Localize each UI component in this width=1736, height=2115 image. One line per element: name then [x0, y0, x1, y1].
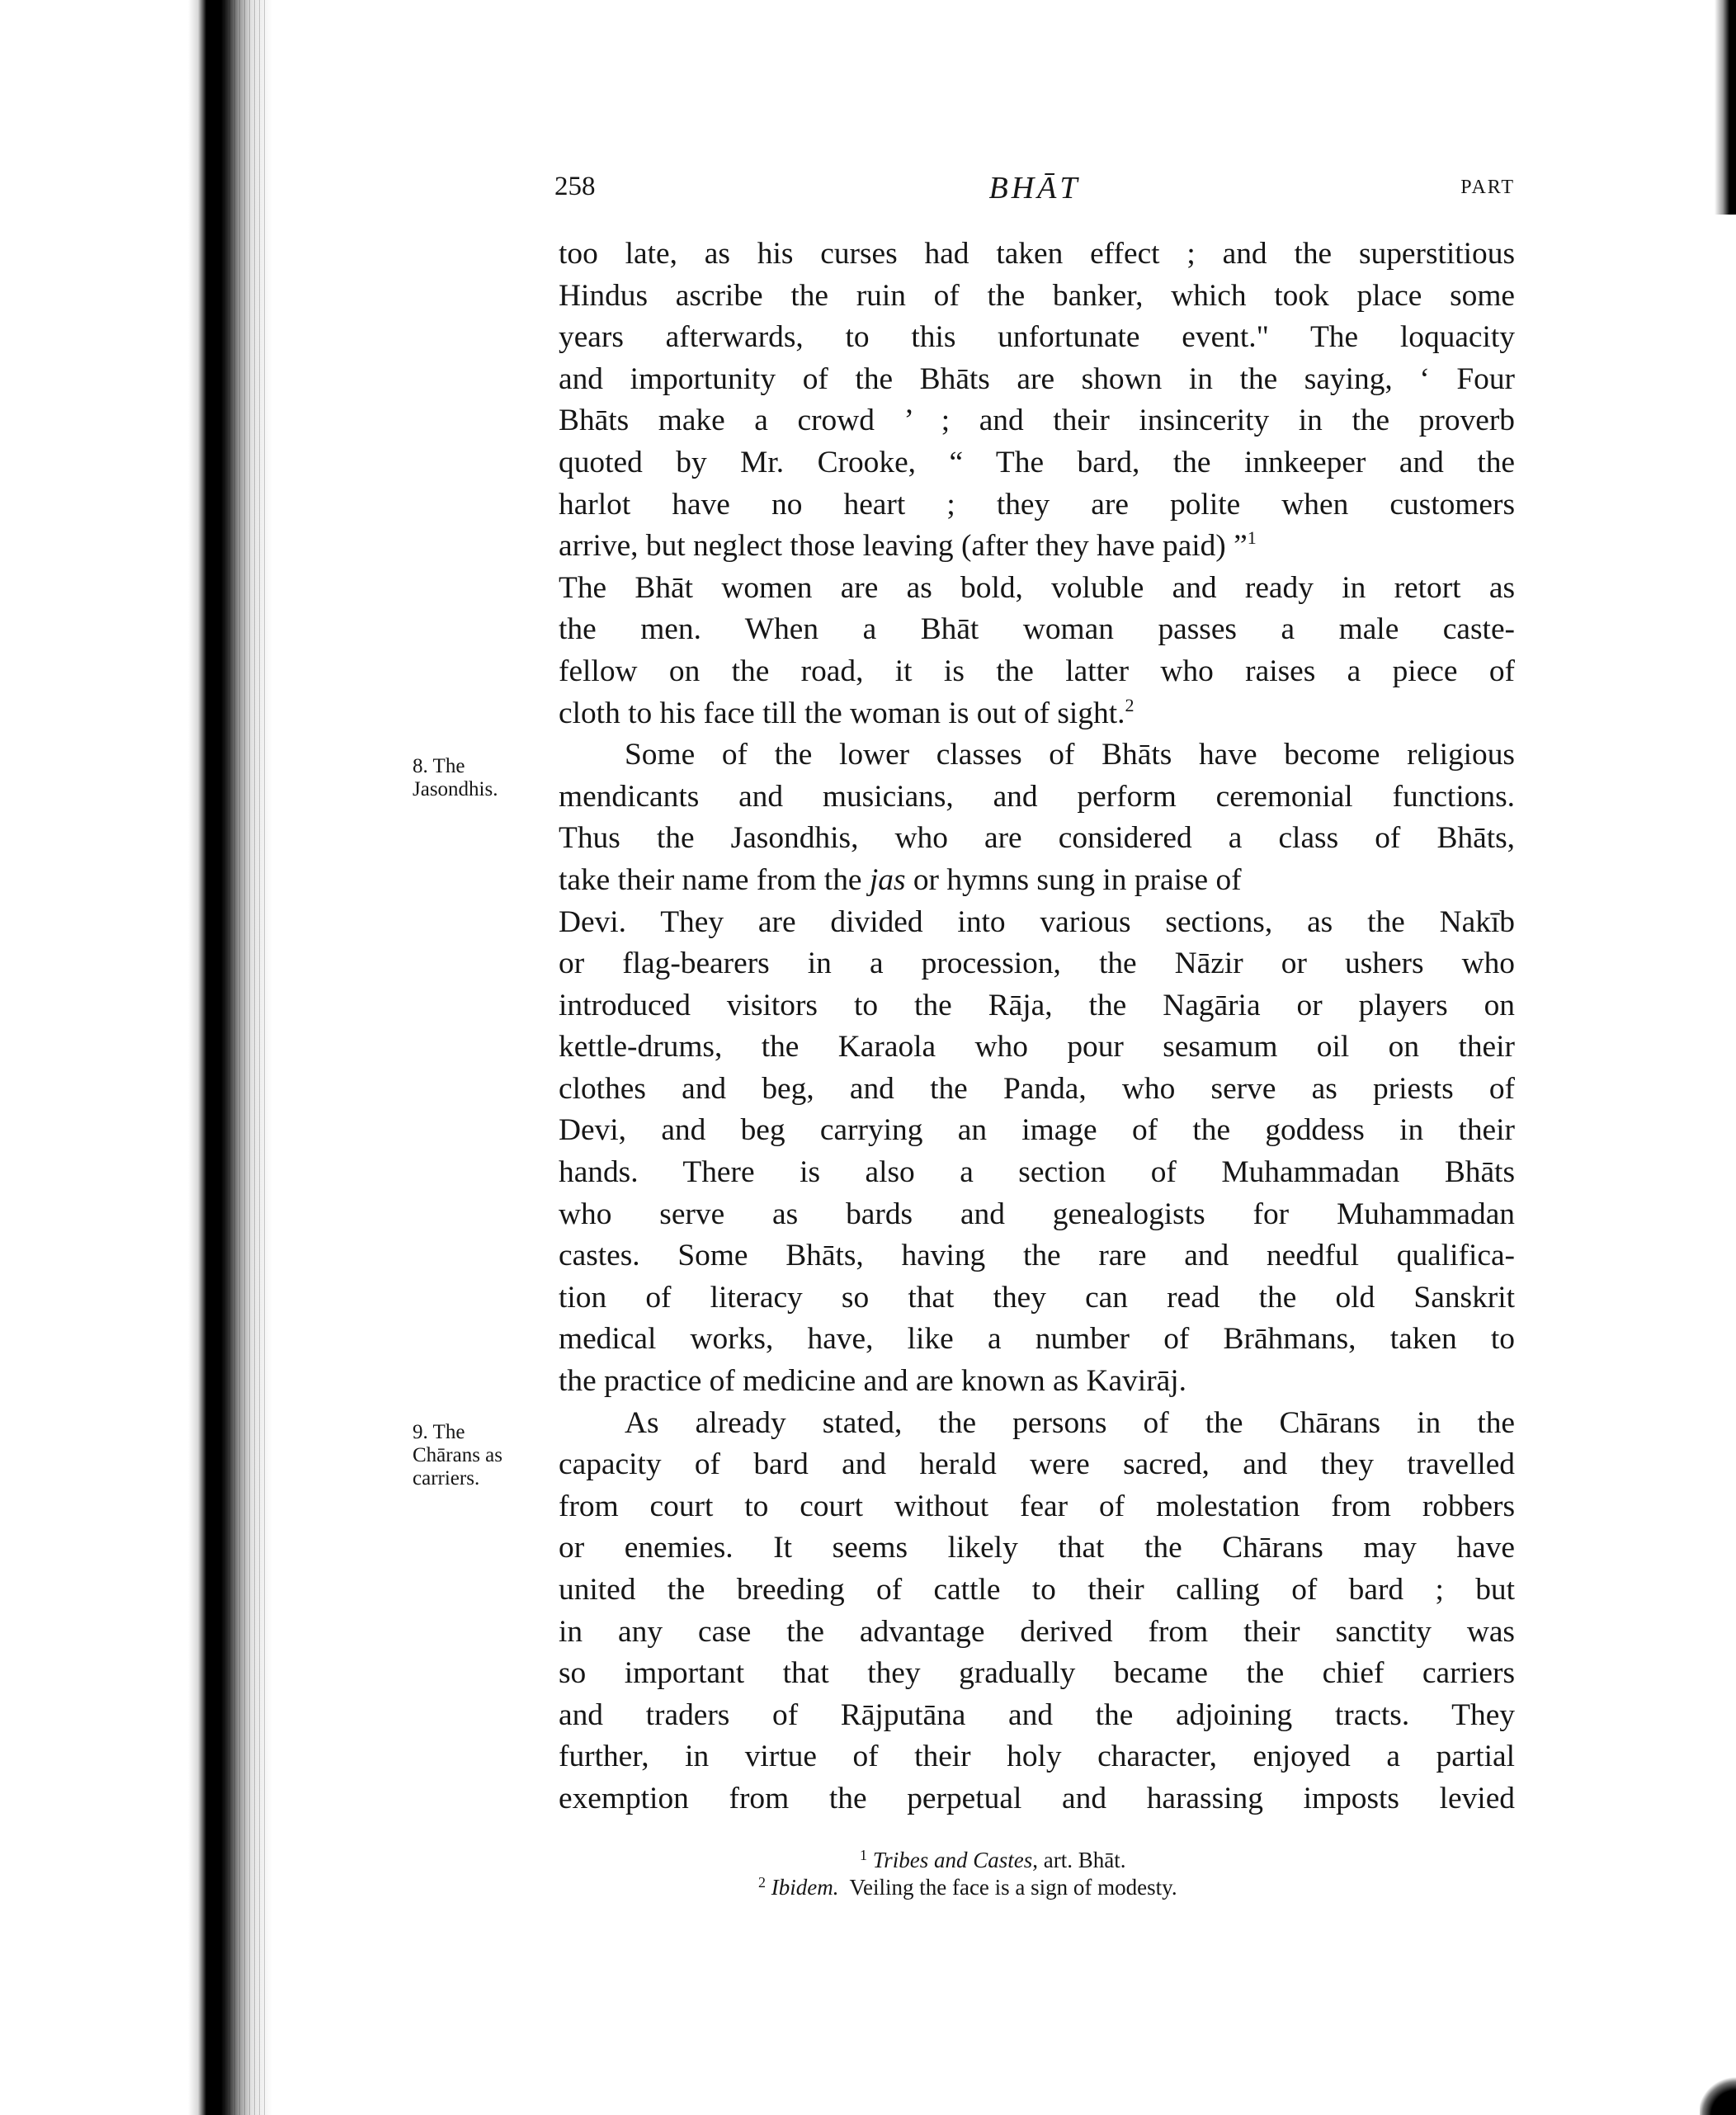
- text-line: who serve as bards and genealogists for Muhammadan: [559, 1197, 1515, 1231]
- text-line: quoted by Mr. Crooke, “ The bard, the innkeeper and the: [559, 445, 1515, 479]
- text-line: mendicants and musicians, and perform ceremonial functions.: [559, 779, 1515, 814]
- text-line: capacity of bard and herald were sacred, and they travelled: [559, 1447, 1515, 1482]
- text-line: too late, as his curses had taken effect ; and the superstitious: [559, 237, 1515, 271]
- line-text: take their name from the: [559, 862, 870, 897]
- text-line: castes. Some Bhāts, having the rare and needful qualifica-: [559, 1239, 1515, 1273]
- footnote-2: [559, 1874, 1515, 1901]
- part-label: PART: [1460, 177, 1515, 198]
- side-note-title: Chārans as: [413, 1444, 502, 1466]
- footnote-text: , art. Bhāt.: [1032, 1848, 1126, 1872]
- text-line: As already stated, the persons of the Chārans in the: [625, 1405, 1515, 1440]
- footnote-ref: 2: [1125, 694, 1135, 715]
- text-line: or flag-bearers in a procession, the Nāzir or ushers who: [559, 947, 1515, 981]
- text-line: medical works, have, like a number of Brāhmans, taken to: [559, 1322, 1515, 1357]
- side-note-number: 9. The: [413, 1421, 465, 1443]
- footnote-1: [559, 1847, 1515, 1874]
- page-header: [554, 170, 1515, 220]
- line-text: or hymns sung in praise of: [905, 862, 1242, 897]
- text-line: tion of literacy so that they can read the old Sanskrit: [559, 1280, 1515, 1315]
- body-text: [559, 234, 1515, 1820]
- text-line: and traders of Rājputāna and the adjoining tracts. They: [559, 1697, 1515, 1732]
- page-corner-shadow: [1700, 2057, 1736, 2115]
- text-line: years afterwards, to this unfortunate event." The loquacity: [559, 320, 1515, 355]
- text-line: The Bhāt women are as bold, voluble and ready in retort as: [559, 570, 1515, 605]
- text-line: united the breeding of cattle to their calling of bard ; but: [559, 1573, 1515, 1607]
- text-line: Bhāts make a crowd ’ ; and their insincerity in the proverb: [559, 404, 1515, 438]
- text-line: [559, 693, 1515, 735]
- line-text: arrive, but neglect those leaving (after they have paid) ”: [559, 529, 1248, 564]
- text-line: the practice of medicine and are known as Kavirāj.: [559, 1364, 1186, 1399]
- text-line: and importunity of the Bhāts are shown in the saying, ‘ Four: [559, 361, 1515, 396]
- text-line: Hindus ascribe the ruin of the banker, which took place some: [559, 278, 1515, 313]
- footnote-text: Veiling the face is a sign of modesty.: [838, 1875, 1177, 1900]
- footnotes: [559, 1847, 1515, 1901]
- side-note-jasondhis: [413, 755, 549, 801]
- footnote-source: Tribes and Castes: [872, 1848, 1033, 1872]
- page-edge-shadow: [1715, 0, 1736, 215]
- footnote-ref: 1: [1247, 527, 1257, 549]
- line-text: cloth to his face till the woman is out of sight.: [559, 696, 1125, 730]
- italic-term: jas: [869, 862, 906, 897]
- text-line: hands. There is also a section of Muhammadan Bhāts: [559, 1155, 1515, 1190]
- side-note-title: Jasondhis.: [413, 778, 498, 800]
- text-line: Devi, and beg carrying an image of the goddess in their: [559, 1113, 1515, 1148]
- text-line: clothes and beg, and the Panda, who serve as priests of: [559, 1071, 1515, 1106]
- text-line: in any case the advantage derived from their sanctity was: [559, 1614, 1515, 1649]
- footnote-marker: 1: [860, 1847, 867, 1863]
- text-line: so important that they gradually became the chief carriers: [559, 1656, 1515, 1691]
- text-line: Some of the lower classes of Bhāts have become religious: [625, 738, 1515, 772]
- footnote-source: Ibidem.: [771, 1875, 839, 1900]
- text-line: harlot have no heart ; they are polite when customers: [559, 487, 1515, 522]
- text-line: kettle-drums, the Karaola who pour sesamum oil on their: [559, 1030, 1515, 1065]
- text-line: further, in virtue of their holy character, enjoyed a partial: [559, 1740, 1515, 1774]
- text-line: fellow on the road, it is the latter who raises a piece of: [559, 654, 1515, 688]
- binding-texture: [224, 0, 267, 2115]
- text-line: from court to court without fear of molestation from robbers: [559, 1489, 1515, 1523]
- side-note-number: 8. The: [413, 755, 465, 777]
- text-line: Thus the Jasondhis, who are considered a class of Bhāts,: [559, 821, 1515, 856]
- text-line: [559, 526, 1515, 568]
- footnote-marker: 2: [758, 1874, 766, 1891]
- side-note-title: carriers.: [413, 1467, 480, 1489]
- page-number: 258: [554, 172, 596, 201]
- text-line: or enemies. It seems likely that the Chārans may have: [559, 1531, 1515, 1565]
- text-line: exemption from the perpetual and harassing imposts levied: [559, 1781, 1515, 1815]
- running-title: BHĀT: [988, 171, 1081, 205]
- text-line: the men. When a Bhāt woman passes a male caste-: [559, 612, 1515, 647]
- side-note-charans: [413, 1421, 549, 1490]
- text-line: [559, 860, 1515, 902]
- text-line: Devi. They are divided into various sections, as the Nakīb: [559, 904, 1515, 939]
- text-line: introduced visitors to the Rāja, the Nagāria or players on: [559, 988, 1515, 1022]
